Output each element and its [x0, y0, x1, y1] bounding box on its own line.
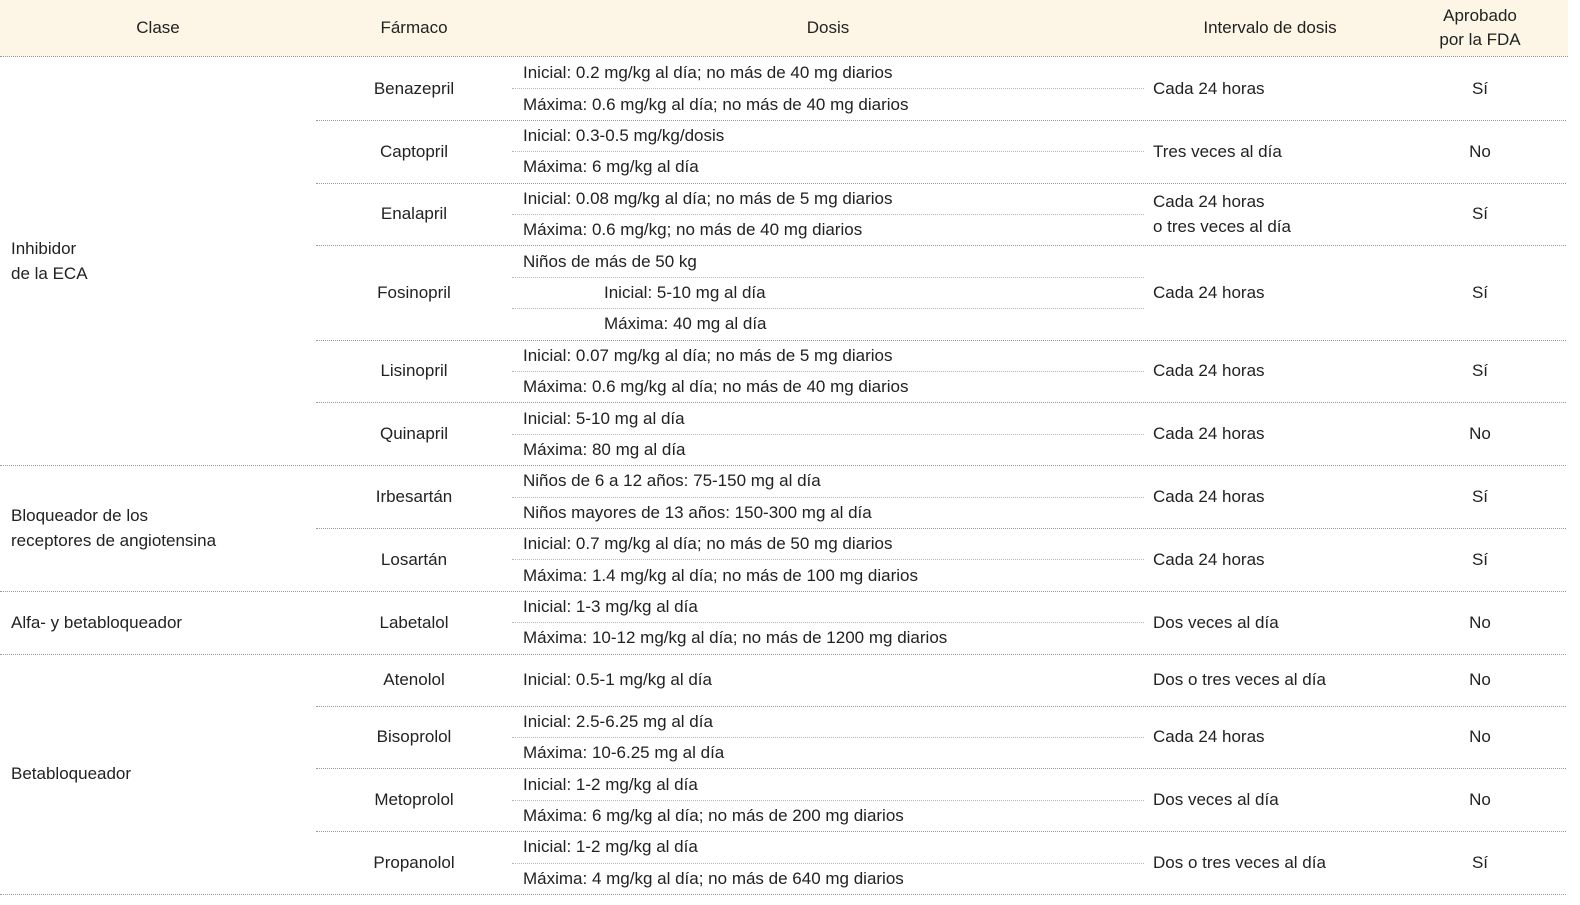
fda-approved: Sí — [1471, 204, 1489, 224]
dose-interval-line: o tres veces al día — [1153, 216, 1291, 236]
fda-approved: Sí — [1471, 853, 1489, 873]
fda-approved: Sí — [1471, 78, 1489, 98]
dose-line: Inicial: 1-2 mg/kg al día — [523, 837, 698, 857]
dose-interval — [1153, 654, 1396, 706]
dose-line: Máxima: 6 mg/kg al día — [523, 157, 699, 177]
header-fda — [1396, 0, 1564, 56]
dose-line: Inicial: 5-10 mg al día — [604, 282, 766, 302]
dose-line: Máxima: 40 mg al día — [604, 314, 767, 334]
dose-line: Inicial: 0.5-1 mg/kg al día — [523, 670, 712, 690]
class-label-line: Alfa- y betabloqueador — [11, 612, 183, 632]
dose-interval — [1153, 831, 1396, 894]
header-fda-line1: Aprobado — [1443, 6, 1517, 25]
class-label-line: de la ECA — [11, 264, 88, 284]
dose-line: Máxima: 10-12 mg/kg al día; no más de 1200 mg diarios — [523, 628, 948, 648]
drug-name: Labetalol — [379, 612, 449, 632]
fda-approved: Sí — [1471, 361, 1489, 381]
drug-name: Captopril — [379, 141, 449, 161]
dose-interval-line: Cada 24 horas — [1153, 78, 1265, 98]
dose-line: Máxima: 10-6.25 mg al día — [523, 743, 725, 763]
dose-interval — [1153, 120, 1396, 183]
dose-line: Máxima: 0.6 mg/kg al día; no más de 40 mg diarios — [523, 94, 909, 114]
dose-line: Inicial: 5-10 mg al día — [523, 408, 685, 428]
dose-interval — [1153, 183, 1396, 246]
dose-interval — [1153, 340, 1396, 403]
dose-line: Inicial: 0.7 mg/kg al día; no más de 50 mg diarios — [523, 534, 893, 554]
dose-line: Niños de 6 a 12 años: 75-150 mg al día — [523, 471, 821, 491]
dose-interval — [1153, 706, 1396, 769]
dose-line: Inicial: 0.07 mg/kg al día; no más de 5 mg diarios — [523, 345, 893, 365]
dose-interval-line: Dos veces al día — [1153, 790, 1279, 810]
drug-name: Enalapril — [380, 204, 448, 224]
class-label — [11, 465, 316, 591]
class-label-line: Betabloqueador — [11, 764, 132, 784]
header-farmaco: Fármaco — [380, 18, 448, 37]
fda-approved: Sí — [1471, 282, 1489, 302]
dose-interval-line: Cada 24 horas — [1153, 549, 1265, 569]
fda-approved: Sí — [1471, 549, 1489, 569]
fda-approved: Sí — [1471, 487, 1489, 507]
fda-approved: No — [1469, 424, 1491, 444]
drug-name: Bisoprolol — [376, 727, 452, 747]
dose-line: Máxima: 6 mg/kg al día; no más de 200 mg diarios — [523, 805, 904, 825]
drug-name: Lisinopril — [380, 361, 448, 381]
dose-line: Inicial: 2.5-6.25 mg al día — [523, 711, 713, 731]
dose-interval-line: Cada 24 horas — [1153, 361, 1265, 381]
dose-interval-line: Dos o tres veces al día — [1153, 853, 1326, 873]
dose-interval — [1153, 591, 1396, 654]
dose-line: Inicial: 0.3-0.5 mg/kg/dosis — [523, 125, 725, 145]
header-intervalo: Intervalo de dosis — [1203, 18, 1337, 37]
class-label-line: receptores de angiotensina — [11, 530, 217, 550]
dose-interval-line: Cada 24 horas — [1153, 487, 1265, 507]
drug-name: Benazepril — [373, 78, 455, 98]
header-dosis: Dosis — [806, 18, 850, 37]
dose-interval — [1153, 402, 1396, 465]
dose-line: Inicial: 0.2 mg/kg al día; no más de 40 mg diarios — [523, 63, 893, 83]
dose-line: Niños mayores de 13 años: 150-300 mg al día — [523, 502, 872, 522]
drug-name: Irbesartán — [375, 487, 453, 507]
dose-interval — [1153, 768, 1396, 831]
dose-line: Máxima: 1.4 mg/kg al día; no más de 100 mg diarios — [523, 565, 918, 585]
dose-interval-line: Cada 24 horas — [1153, 282, 1265, 302]
drug-name: Propanolol — [373, 853, 455, 873]
dose-interval — [1153, 465, 1396, 528]
dose-line: Máxima: 80 mg al día — [523, 439, 686, 459]
dose-line: Niños de más de 50 kg — [523, 251, 697, 271]
header-clase: Clase — [136, 18, 180, 37]
header-fda-line2: por la FDA — [1439, 30, 1521, 49]
class-label — [11, 654, 316, 894]
drug-name: Atenolol — [383, 670, 445, 690]
dose-interval-line: Dos o tres veces al día — [1153, 670, 1326, 690]
dose-interval — [1153, 245, 1396, 339]
class-label-line: Inhibidor — [11, 239, 77, 259]
drug-name: Losartán — [380, 549, 448, 569]
class-label — [11, 591, 316, 654]
dose-line: Máxima: 0.6 mg/kg; no más de 40 mg diarios — [523, 220, 863, 240]
dose-interval-line: Cada 24 horas — [1153, 191, 1265, 211]
dose-interval — [1153, 57, 1396, 120]
drug-name: Quinapril — [379, 424, 449, 444]
dose-line: Máxima: 4 mg/kg al día; no más de 640 mg diarios — [523, 868, 904, 888]
drug-name: Fosinopril — [377, 282, 451, 302]
class-divider — [0, 894, 1566, 895]
dose-line: Máxima: 0.6 mg/kg al día; no más de 40 mg diarios — [523, 377, 909, 397]
class-label-line: Bloqueador de los — [11, 505, 149, 525]
fda-approved: No — [1469, 612, 1491, 632]
dose-interval-line: Cada 24 horas — [1153, 727, 1265, 747]
fda-approved: No — [1469, 790, 1491, 810]
dose-interval — [1153, 528, 1396, 591]
dose-line: Inicial: 1-3 mg/kg al día — [523, 596, 698, 616]
dose-line: Inicial: 1-2 mg/kg al día — [523, 774, 698, 794]
drug-name: Metoprolol — [374, 790, 454, 810]
fda-approved: No — [1469, 141, 1491, 161]
dose-interval-line: Cada 24 horas — [1153, 424, 1265, 444]
class-label — [11, 57, 316, 465]
fda-approved: No — [1469, 670, 1491, 690]
dose-interval-line: Tres veces al día — [1153, 141, 1282, 161]
fda-approved: No — [1469, 727, 1491, 747]
dose-interval-line: Dos veces al día — [1153, 612, 1279, 632]
dose-line: Inicial: 0.08 mg/kg al día; no más de 5 mg diarios — [523, 188, 893, 208]
